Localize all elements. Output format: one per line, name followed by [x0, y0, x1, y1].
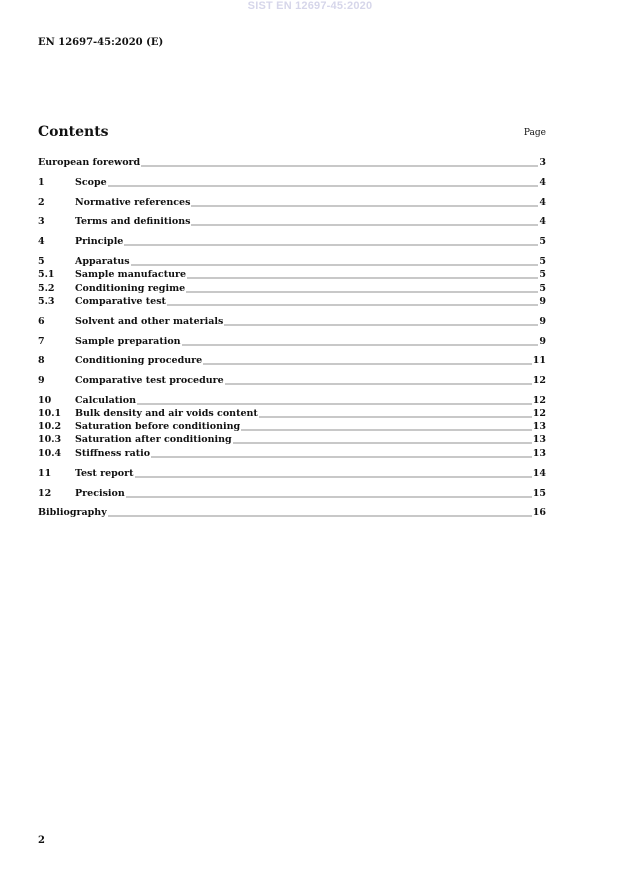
toc-dot-leader	[233, 436, 532, 444]
toc-entry-title: Principle	[75, 236, 124, 247]
toc-entry[interactable]	[38, 468, 546, 480]
page-column-label: Page	[523, 128, 546, 138]
toc-entry-page: 5	[539, 269, 546, 280]
toc-entry-number: 7	[38, 336, 45, 347]
toc-dot-leader	[167, 298, 538, 306]
toc-dot-leader	[108, 509, 532, 517]
toc-entry[interactable]	[38, 408, 546, 420]
watermark: SIST EN 12697-45:2020	[247, 0, 373, 12]
toc-dot-leader	[241, 423, 532, 431]
toc-entry[interactable]	[38, 177, 546, 189]
toc-dot-leader	[151, 450, 532, 458]
toc-entry[interactable]	[38, 375, 546, 387]
toc-entry-page: 15	[532, 488, 546, 499]
toc-entry-number: 10.2	[38, 421, 62, 432]
toc-entry[interactable]	[38, 256, 546, 268]
toc-dot-leader	[108, 179, 539, 187]
toc-entry-title: Saturation after conditioning	[75, 434, 232, 445]
toc-entry-title: Calculation	[75, 395, 137, 406]
toc-entry[interactable]	[38, 269, 546, 281]
toc-dot-leader	[137, 397, 532, 405]
toc-entry-number: 1	[38, 177, 45, 188]
toc-entry-number: 10.1	[38, 408, 62, 419]
toc-entry-title: Conditioning procedure	[75, 355, 203, 366]
toc-entry-title: Conditioning regime	[75, 283, 186, 294]
toc-entry-title: European foreword	[38, 157, 141, 168]
toc-entry-number: 10.3	[38, 434, 62, 445]
toc-dot-leader	[131, 258, 539, 266]
toc-entry-number: 10.4	[38, 448, 62, 459]
toc-entry-title: Stiffness ratio	[75, 448, 151, 459]
toc-entry-title: Comparative test procedure	[75, 375, 224, 386]
toc-dot-leader	[187, 271, 538, 279]
toc-entry-title: Bulk density and air voids content	[75, 408, 258, 419]
toc-entry-number: 5.3	[38, 296, 55, 307]
toc-entry-number: 4	[38, 236, 45, 247]
toc-entry[interactable]	[38, 355, 546, 367]
toc-entry-title: Precision	[75, 488, 125, 499]
toc-entry-page: 4	[539, 216, 546, 227]
toc-entry-page: 3	[539, 157, 546, 168]
toc-dot-leader	[259, 410, 532, 418]
toc-dot-leader	[135, 470, 532, 478]
toc-entry-page: 4	[539, 197, 546, 208]
toc-entry-page: 14	[532, 468, 546, 479]
document-id: EN 12697-45:2020 (E)	[38, 37, 164, 48]
toc-entry-title: Terms and definitions	[75, 216, 191, 227]
toc-entry-title: Comparative test	[75, 296, 166, 307]
toc-entry-title: Scope	[75, 177, 107, 188]
toc-entry-page: 5	[539, 283, 546, 294]
contents-heading: Contents	[38, 124, 109, 140]
toc-entry-title: Bibliography	[38, 507, 107, 518]
toc-entry[interactable]	[38, 197, 546, 209]
toc-entry-page: 9	[539, 296, 546, 307]
toc-entry[interactable]	[38, 216, 546, 228]
toc-entry[interactable]	[38, 283, 546, 295]
toc-dot-leader	[191, 199, 538, 207]
toc-entry-page: 13	[532, 434, 546, 445]
toc-dot-leader	[126, 490, 532, 498]
toc-entry-page: 12	[532, 408, 546, 419]
toc-entry-page: 5	[539, 256, 546, 267]
toc-entry[interactable]	[38, 421, 546, 433]
toc-entry[interactable]	[38, 236, 546, 248]
toc-entry-page: 4	[539, 177, 546, 188]
toc-entry-title: Saturation before conditioning	[75, 421, 241, 432]
toc-entry[interactable]	[38, 507, 546, 519]
toc-entry[interactable]	[38, 448, 546, 460]
toc-entry[interactable]	[38, 316, 546, 328]
toc-entry-number: 5.1	[38, 269, 55, 280]
toc-entry-page: 13	[532, 448, 546, 459]
toc-entry-number: 8	[38, 355, 45, 366]
toc-entry-number: 5	[38, 256, 45, 267]
toc-entry[interactable]	[38, 488, 546, 500]
toc-entry-page: 12	[532, 375, 546, 386]
toc-entry[interactable]	[38, 336, 546, 348]
toc-entry-number: 3	[38, 216, 45, 227]
toc-entry-title: Sample preparation	[75, 336, 181, 347]
toc-entry[interactable]	[38, 296, 546, 308]
toc-dot-leader	[141, 159, 538, 167]
toc-dot-leader	[225, 377, 532, 385]
toc-entry-page: 5	[539, 236, 546, 247]
toc-entry-page: 9	[539, 336, 546, 347]
toc-entry[interactable]	[38, 157, 546, 169]
toc-dot-leader	[191, 218, 538, 226]
toc-dot-leader	[182, 338, 539, 346]
toc-entry-page: 16	[532, 507, 546, 518]
toc-entry-number: 5.2	[38, 283, 55, 294]
toc-entry-number: 10	[38, 395, 52, 406]
toc-entry-number: 12	[38, 488, 52, 499]
toc-entry-page: 11	[532, 355, 546, 366]
toc-entry-number: 6	[38, 316, 45, 327]
toc-entry-page: 12	[532, 395, 546, 406]
toc-entry-page: 9	[539, 316, 546, 327]
toc-entry-title: Test report	[75, 468, 134, 479]
toc-entry-number: 2	[38, 197, 45, 208]
toc-entry-title: Normative references	[75, 197, 191, 208]
toc-entry-title: Solvent and other materials	[75, 316, 224, 327]
toc-entry-title: Apparatus	[75, 256, 130, 267]
toc-dot-leader	[186, 285, 538, 293]
toc-dot-leader	[124, 238, 538, 246]
toc-entry[interactable]	[38, 434, 546, 446]
toc-dot-leader	[203, 357, 532, 365]
toc-dot-leader	[224, 318, 538, 326]
toc-entry-title: Sample manufacture	[75, 269, 187, 280]
toc-entry-number: 11	[38, 468, 52, 479]
page-number: 2	[38, 835, 45, 846]
toc-entry-page: 13	[532, 421, 546, 432]
toc-entry-number: 9	[38, 375, 45, 386]
toc-entry[interactable]	[38, 395, 546, 407]
